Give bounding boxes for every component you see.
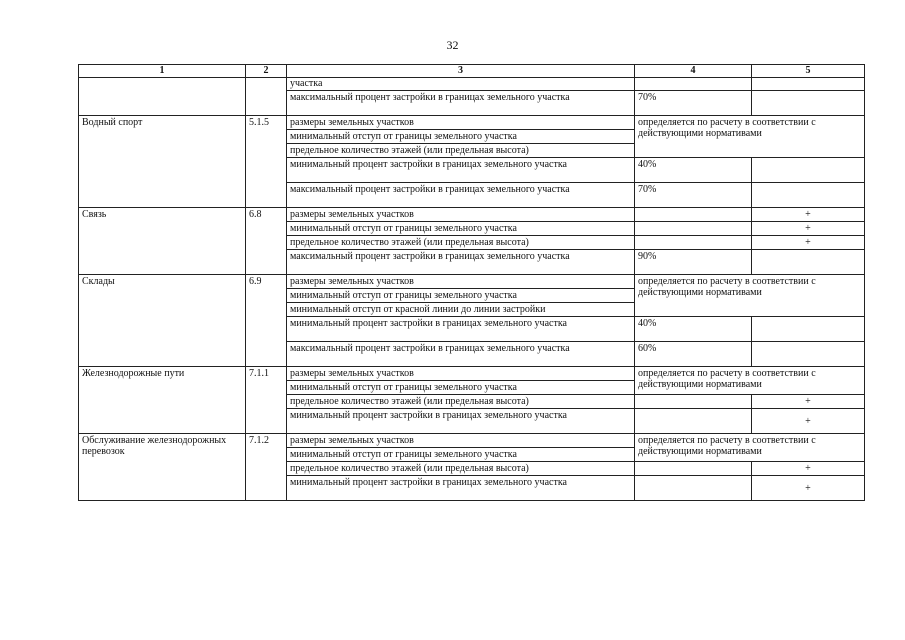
table-row [79,208,865,222]
value-cell [635,236,752,250]
value-cell [635,462,752,476]
value-cell: определяется по расчету в соответствии с действующими нормативами [635,434,865,462]
regulations-table [78,64,865,501]
parameter-cell: минимальный процент застройки в границах земельного участка [287,409,635,434]
column-header-3: 3 [287,65,635,78]
parameter-cell: размеры земельных участков [287,275,635,289]
mark-cell [752,183,865,208]
value-cell: определяется по расчету в соответствии с действующими нормативами [635,116,865,158]
mark-cell: + [752,236,865,250]
parameter-cell: минимальный отступ от границы земельного участка [287,289,635,303]
column-header-2: 2 [246,65,287,78]
parameter-cell: минимальный отступ от границы земельного участка [287,222,635,236]
parameter-cell: участка [287,78,635,91]
mark-cell [752,342,865,367]
value-cell: 60% [635,342,752,367]
activity-code-cell: 7.1.1 [246,367,287,434]
mark-cell [752,250,865,275]
parameter-cell: максимальный процент застройки в границах земельного участка [287,250,635,275]
table-row [79,434,865,448]
parameter-cell: минимальный отступ от границы земельного участка [287,130,635,144]
parameter-cell: размеры земельных участков [287,434,635,448]
parameter-cell: минимальный процент застройки в границах земельного участка [287,317,635,342]
parameter-cell: максимальный процент застройки в границах земельного участка [287,342,635,367]
parameter-cell: минимальный отступ от границы земельного участка [287,381,635,395]
mark-cell: + [752,222,865,236]
value-cell: 40% [635,158,752,183]
value-cell: 90% [635,250,752,275]
value-cell [635,409,752,434]
parameter-cell: минимальный отступ от границы земельного участка [287,448,635,462]
value-cell [635,222,752,236]
parameter-cell: минимальный процент застройки в границах земельного участка [287,476,635,501]
mark-cell: + [752,462,865,476]
activity-name-cell: Склады [79,275,246,367]
mark-cell [752,78,865,91]
activity-code-cell: 5.1.5 [246,116,287,208]
activity-name-cell [79,78,246,116]
parameter-cell: предельное количество этажей (или предельная высота) [287,144,635,158]
mark-cell [752,158,865,183]
table-row [79,275,865,289]
activity-code-cell [246,78,287,116]
activity-name-cell: Связь [79,208,246,275]
parameter-cell: размеры земельных участков [287,367,635,381]
activity-name-cell: Железнодорожные пути [79,367,246,434]
value-cell [635,395,752,409]
parameter-cell: предельное количество этажей (или предельная высота) [287,236,635,250]
parameter-cell: максимальный процент застройки в границах земельного участка [287,91,635,116]
value-cell: определяется по расчету в соответствии с действующими нормативами [635,275,865,317]
table-row [79,78,865,91]
table-row [79,367,865,381]
mark-cell: + [752,476,865,501]
parameter-cell: максимальный процент застройки в границах земельного участка [287,183,635,208]
column-header-1: 1 [79,65,246,78]
value-cell: 70% [635,183,752,208]
parameter-cell: минимальный процент застройки в границах земельного участка [287,158,635,183]
parameter-cell: предельное количество этажей (или предельная высота) [287,462,635,476]
mark-cell [752,317,865,342]
value-cell: 40% [635,317,752,342]
activity-name-cell: Обслуживание железнодорожных перевозок [79,434,246,501]
column-header-4: 4 [635,65,752,78]
activity-code-cell: 6.9 [246,275,287,367]
parameter-cell: размеры земельных участков [287,116,635,130]
table-header-row [79,65,865,78]
parameter-cell: размеры земельных участков [287,208,635,222]
table-row [79,116,865,130]
column-header-5: 5 [752,65,865,78]
page-number: 32 [446,38,459,52]
mark-cell: + [752,409,865,434]
value-cell: определяется по расчету в соответствии с действующими нормативами [635,367,865,395]
activity-name-cell: Водный спорт [79,116,246,208]
activity-code-cell: 7.1.2 [246,434,287,501]
parameter-cell: минимальный отступ от красной линии до линии застройки [287,303,635,317]
value-cell: 70% [635,91,752,116]
mark-cell: + [752,208,865,222]
value-cell [635,476,752,501]
value-cell [635,78,752,91]
parameter-cell: предельное количество этажей (или предельная высота) [287,395,635,409]
mark-cell: + [752,395,865,409]
activity-code-cell: 6.8 [246,208,287,275]
mark-cell [752,91,865,116]
value-cell [635,208,752,222]
